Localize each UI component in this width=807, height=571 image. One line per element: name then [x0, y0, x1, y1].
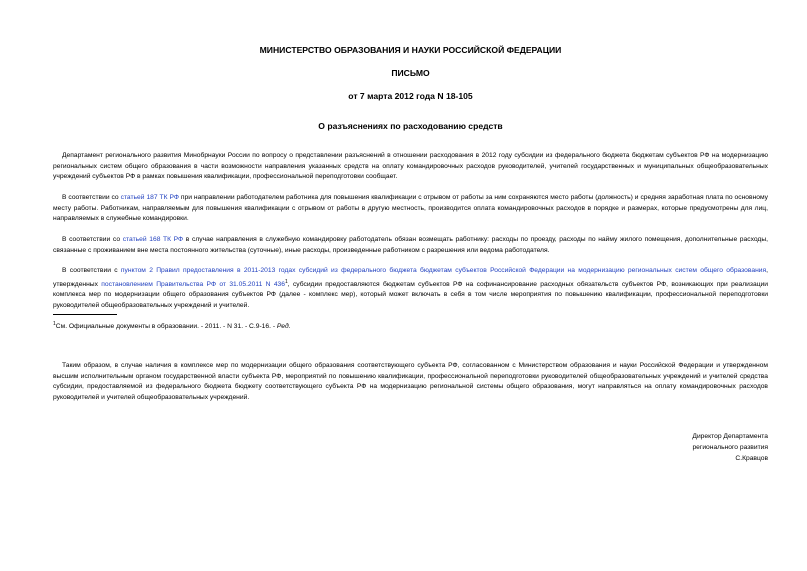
footnote-number: 1 [53, 321, 56, 327]
paragraph-text: в случае направления в служебную командировку работодатель обязан возмещать работнику: расходы по проезду, расходы по найму жилого помещения, дополнительные расходы, связанные с проживанием вне места постоянного жительства (суточные), иные расходы, произведенные работником с разрешения или ведома работодателя. [53, 236, 768, 254]
footnote [53, 319, 768, 332]
link-article-168[interactable]: статьей 168 ТК РФ [122, 236, 184, 243]
paragraph-subsidy-rules [53, 266, 768, 311]
signature-department: регионального развития [692, 444, 768, 451]
paragraph-article-187 [53, 193, 768, 225]
paragraph-text: В соответствии с [62, 267, 121, 274]
link-subsidy-rules[interactable]: пунктом 2 Правил предоставления в 2011-2013 годах субсидий из федерального бюджета бюджетам субъектов Российской Федерации на модернизацию региональных систем общего образования [120, 267, 767, 274]
footnote-editor-note: Ред. [276, 323, 291, 331]
paragraph-text: , субсидии предоставляются бюджетам субъектов РФ на софинансирование расходных обязательств субъектов РФ, возникающих при реализации комплекса мер по модернизации общего образования субъектов РФ (далее - комплекс мер), который может включать в себя в том числе мероприятия по повышению квалификации, профессиональной переподготовки руководителей общеобразовательных учреждений и учителей. [53, 280, 768, 309]
footnote-divider [53, 314, 117, 315]
paragraph-text: , утвержденных [53, 267, 768, 288]
ministry-heading: МИНИСТЕРСТВО ОБРАЗОВАНИЯ И НАУКИ РОССИЙСКОЙ ФЕДЕРАЦИИ [259, 45, 562, 55]
paragraph-text: В соответствии со [62, 194, 121, 201]
paragraph-text: В соответствии со [62, 236, 123, 243]
date-number-heading: от 7 марта 2012 года N 18-105 [348, 91, 473, 101]
paragraph-article-168 [53, 235, 768, 256]
paragraph-intro: Департамент регионального развития Минобрнауки России по вопросу о представлении разъяснений в отношении расходования в 2012 году субсидии из федерального бюджета бюджетам субъектов РФ на модернизацию региональных систем общего образования в части возможности направления указанных средств на оплату командировочных расходов руководителей, учителей государственных и муниципальных общеобразовательных учреждений субъектов РФ в рамках повышения квалификации, профессиональной переподготовки сообщает. [53, 152, 768, 180]
document-type-heading: ПИСЬМО [391, 68, 430, 78]
footnote-text: См. Официальные документы в образовании. - 2011. - N 31. - С.9-16. - [55, 323, 277, 331]
paragraph-conclusion: Таким образом, в случае наличия в комплексе мер по модернизации общего образования соответствующего субъекта РФ, согласованном с Министерством образования и науки Российской Федерации и утвержденном высшим исполнительным органом государственной власти субъекта РФ, мероприятий по повышению квалификации, профессиональной переподготовки руководителей общеобразовательных учреждений и учителей средства субсидии, предоставляемой из федерального бюджета бюджету соответствующего субъекта РФ на модернизацию региональной системы общего образования, могут направляться на оплату командировочных расходов руководителей и учителей общеобразовательных учреждений. [53, 362, 768, 401]
subject-heading: О разъяснениях по расходованию средств [318, 121, 503, 131]
link-article-187[interactable]: статьей 187 ТК РФ [120, 194, 179, 201]
signature-title: Директор Департамента [692, 433, 768, 440]
footnote-reference[interactable]: 1 [284, 278, 288, 285]
link-government-decree[interactable]: постановлением Правительства РФ от 31.05.2011 N 436 [101, 280, 285, 288]
paragraph-text: при направлении работодателем работника для повышения квалификации с отрывом от работы за ним сохраняются место работы (должность) и средняя заработная плата по основному месту работы. Работникам, направляемым для повышения квалификации с отрывом от работы в другую местность, производится оплата командировочных расходов в порядке и размерах, которые предусмотрены для лиц, направляемых в служебные командировки. [53, 194, 768, 222]
signature-name: С.Кравцов [735, 455, 768, 462]
